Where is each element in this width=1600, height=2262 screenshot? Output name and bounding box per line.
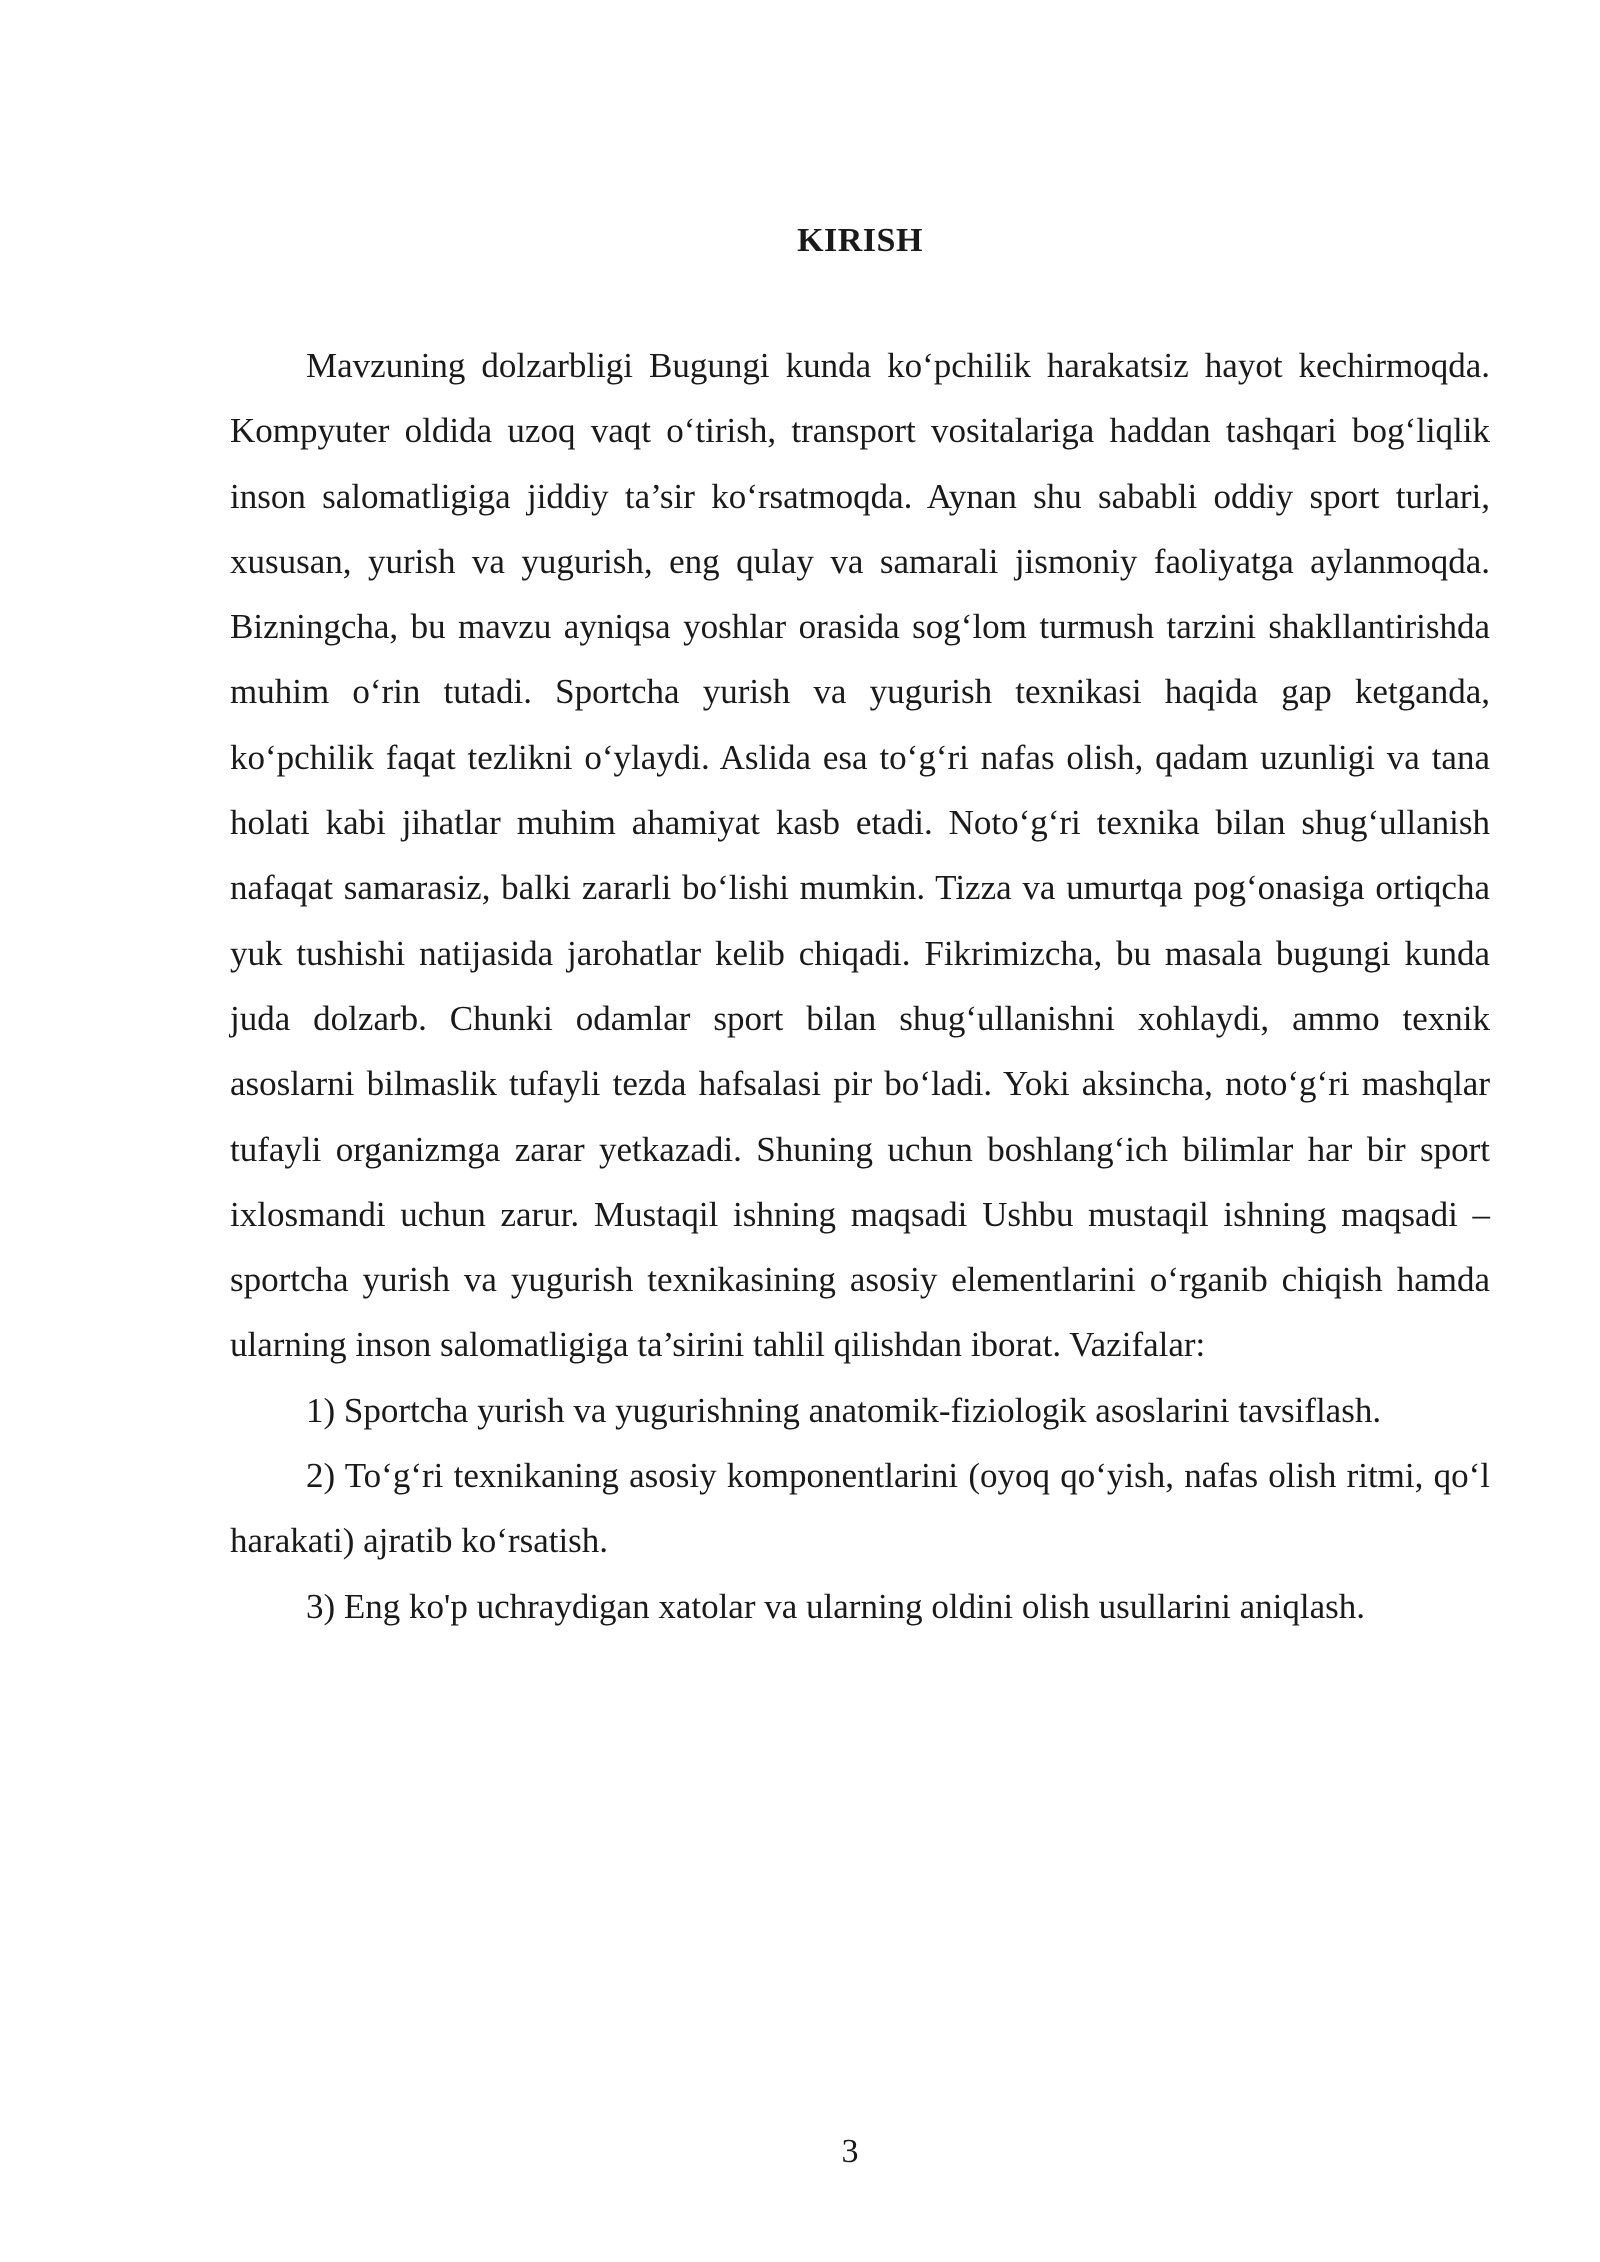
body-paragraph: Mavzuning dolzarbligi Bugungi kunda ko‘pchilik harakatsiz hayot kechirmoqda. Kompyuter oldida uzoq vaqt o‘tirish, transport vositalariga haddan tashqari bog‘liqlik inson salomatligiga jiddiy ta’sir ko‘rsatmoqda. Aynan shu sababli oddiy sport turlari, xususan, yurish va yugurish, eng qulay va samarali jismoniy faoliyatga aylanmoqda. Bizningcha, bu mavzu ayniqsa yoshlar orasida sog‘lom turmush tarzini shakllantirishda muhim o‘rin tutadi. Sportcha yurish va yugurish texnikasi haqida gap ketganda, ko‘pchilik faqat tezlikni o‘ylaydi. Aslida esa to‘g‘ri nafas olish, qadam uzunligi va tana holati kabi jihatlar muhim ahamiyat kasb etadi. Noto‘g‘ri texnika bilan shug‘ullanish nafaqat samarasiz, balki zararli bo‘lishi mumkin. Tizza va umurtqa pog‘onasiga ortiqcha yuk tushishi natijasida jarohatlar kelib chiqadi. Fikrimizcha, bu masala bugungi kunda juda dolzarb. Chunki odamlar sport bilan shug‘ullanishni xohlaydi, ammo texnik asoslarni bilmaslik tufayli tezda hafsalasi pir bo‘ladi. Yoki aksincha, noto‘g‘ri mashqlar tufayli organizmga zarar yetkazadi. Shuning uchun boshlang‘ich bilimlar har bir sport ixlosmandi uchun zarur. Mustaqil ishning maqsadi Ushbu mustaqil ishning maqsadi – sportcha yurish va yugurish texnikasining asosiy elementlarini o‘rganib chiqish hamda ularning inson salomatligiga ta’sirini tahlil qilishdan iborat. Vazifalar: <box>230 346 1490 1365</box>
task-item-2: 2) To‘g‘ri texnikaning asosiy komponentlarini (oyoq qo‘yish, nafas olish ritmi, qo‘l harakati) ajratib ko‘rsatish. <box>230 1456 1490 1561</box>
section-title: KIRISH <box>797 222 923 259</box>
task-item-1: 1) Sportcha yurish va yugurishning anatomik-fiziologik asoslarini tavsiflash. <box>306 1390 1382 1430</box>
task-item-3: 3) Eng ko'p uchraydigan xatolar va ularning oldini olish usullarini aniqlash. <box>306 1586 1366 1626</box>
page-number: 3 <box>841 2133 859 2170</box>
page-content <box>230 215 1490 1639</box>
